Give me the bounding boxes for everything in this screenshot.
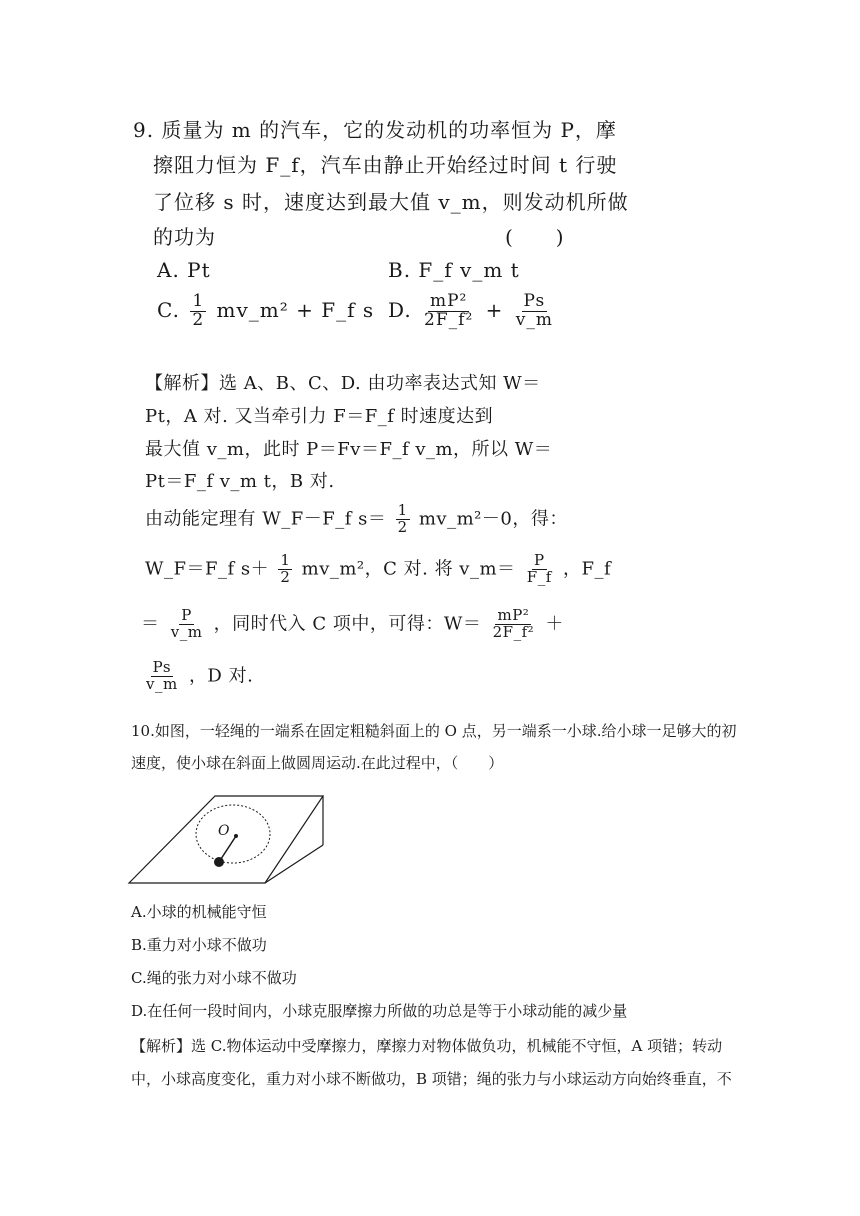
sol9-line-3: 最大值 v_m，此时 P＝Fv＝F_f v_m，所以 W＝ bbox=[145, 439, 553, 460]
q9-line-2: 擦阻力恒为 F_f，汽车由静止开始经过时间 t 行驶 bbox=[153, 153, 618, 177]
q9-option-c-suffix: mv_m² + F_f s bbox=[216, 297, 375, 322]
fraction-denominator: 2 bbox=[192, 309, 205, 330]
sol9-text: ，F_f bbox=[562, 558, 612, 580]
circular-path bbox=[196, 805, 270, 863]
sol9-text: W_F＝F_f s＋ bbox=[145, 558, 270, 580]
sol9-text: ，同时代入 C 项中，可得：W＝ bbox=[213, 613, 482, 635]
fraction-denominator: 2F_f² bbox=[492, 622, 535, 641]
fraction-numerator: 1 bbox=[192, 291, 205, 311]
fraction-denominator: 2 bbox=[280, 567, 291, 586]
fraction-numerator: mP² bbox=[429, 291, 468, 311]
sol9-line-1: 【解析】选 A、B、C、D. 由功率表达式知 W＝ bbox=[145, 373, 541, 394]
fraction-denominator: F_f bbox=[526, 567, 552, 586]
fraction-denominator: 2F_f² bbox=[424, 309, 474, 330]
sol9-line-7 bbox=[141, 608, 564, 641]
q9-option-d-fraction-1 bbox=[422, 293, 475, 330]
q10-stem-line-2: 速度，使小球在斜面上做圆周运动.在此过程中，（ ） bbox=[131, 754, 504, 772]
sol9-text: 由动能定理有 W_F－F_f s＝ bbox=[145, 508, 387, 530]
q9-option-a: A. Pt bbox=[157, 258, 211, 282]
fraction bbox=[169, 608, 205, 641]
sol9-line-6 bbox=[145, 553, 611, 586]
q10-solution-line-2: 中，小球高度变化，重力对小球不断做功，B 项错；绳的张力与小球运动方向始终垂直，不 bbox=[131, 1070, 732, 1088]
fraction bbox=[278, 553, 292, 586]
q9-option-d-prefix: D. bbox=[388, 297, 412, 322]
q9-option-c-fraction bbox=[190, 293, 206, 330]
pivot-point-o bbox=[234, 834, 238, 838]
sol9-line-8 bbox=[141, 660, 253, 693]
sol9-line-2: Pt，A 对. 又当牵引力 F＝F_f 时速度达到 bbox=[145, 406, 494, 427]
sol9-text: ＝ bbox=[141, 613, 160, 635]
q9-line-4: 的功为 bbox=[153, 225, 216, 249]
point-o-label: O bbox=[218, 823, 230, 839]
fraction bbox=[396, 503, 410, 536]
sol9-text: ＋ bbox=[545, 613, 564, 635]
q10-option-b: B.重力对小球不做功 bbox=[131, 936, 267, 954]
fraction bbox=[525, 553, 554, 586]
plus-sign: + bbox=[485, 297, 504, 322]
fraction-numerator: mP² bbox=[497, 606, 530, 624]
q9-option-d-fraction-2 bbox=[514, 293, 555, 330]
fraction-denominator: 2 bbox=[397, 517, 408, 536]
fraction-numerator: P bbox=[181, 606, 192, 624]
fraction-denominator: v_m bbox=[146, 674, 178, 693]
q10-stem-line-1: 10.如图，一轻绳的一端系在固定粗糙斜面上的 O 点，另一端系一小球.给小球一足够大的初 bbox=[131, 722, 737, 740]
fraction-numerator: Ps bbox=[152, 658, 172, 676]
sol9-text: mv_m²，C 对. 将 v_m＝ bbox=[301, 558, 516, 580]
ball bbox=[214, 857, 224, 867]
fraction-numerator: P bbox=[533, 551, 545, 569]
fraction-numerator: Ps bbox=[523, 291, 546, 311]
fraction-denominator: v_m bbox=[515, 309, 553, 330]
fraction bbox=[144, 660, 180, 693]
sol9-text: mv_m²－0，得： bbox=[418, 508, 568, 530]
q9-option-c bbox=[157, 293, 374, 330]
inclined-plane-diagram bbox=[125, 790, 335, 890]
q10-option-a: A.小球的机械能守恒 bbox=[131, 903, 267, 921]
fraction-denominator: v_m bbox=[170, 622, 203, 641]
q9-option-b: B. F_f v_m t bbox=[388, 258, 520, 282]
incline-side-edge bbox=[265, 845, 323, 883]
fraction bbox=[491, 608, 537, 641]
q9-option-d bbox=[388, 293, 558, 330]
fraction-numerator: 1 bbox=[397, 501, 408, 519]
fraction-numerator: 1 bbox=[280, 551, 291, 569]
incline-surface bbox=[129, 796, 323, 883]
q10-figure bbox=[125, 790, 335, 890]
sol9-text: ，D 对. bbox=[188, 665, 254, 687]
sol9-line-4: Pt＝F_f v_m t，B 对. bbox=[145, 471, 335, 492]
q9-line-3: 了位移 s 时，速度达到最大值 v_m，则发动机所做 bbox=[153, 190, 629, 214]
q10-option-d: D.在任何一段时间内，小球克服摩擦力所做的功总是等于小球动能的减少量 bbox=[131, 1002, 628, 1020]
q9-answer-paren: ( ) bbox=[505, 225, 565, 249]
q9-line-1: 9. 质量为 m 的汽车，它的发动机的功率恒为 P，摩 bbox=[133, 118, 617, 142]
sol9-line-5 bbox=[145, 503, 568, 536]
q10-option-c: C.绳的张力对小球不做功 bbox=[131, 969, 297, 987]
q10-solution-line-1: 【解析】选 C.物体运动中受摩擦力，摩擦力对物体做负功，机械能不守恒，A 项错；转动 bbox=[131, 1037, 723, 1055]
q9-option-c-prefix: C. bbox=[157, 297, 180, 322]
